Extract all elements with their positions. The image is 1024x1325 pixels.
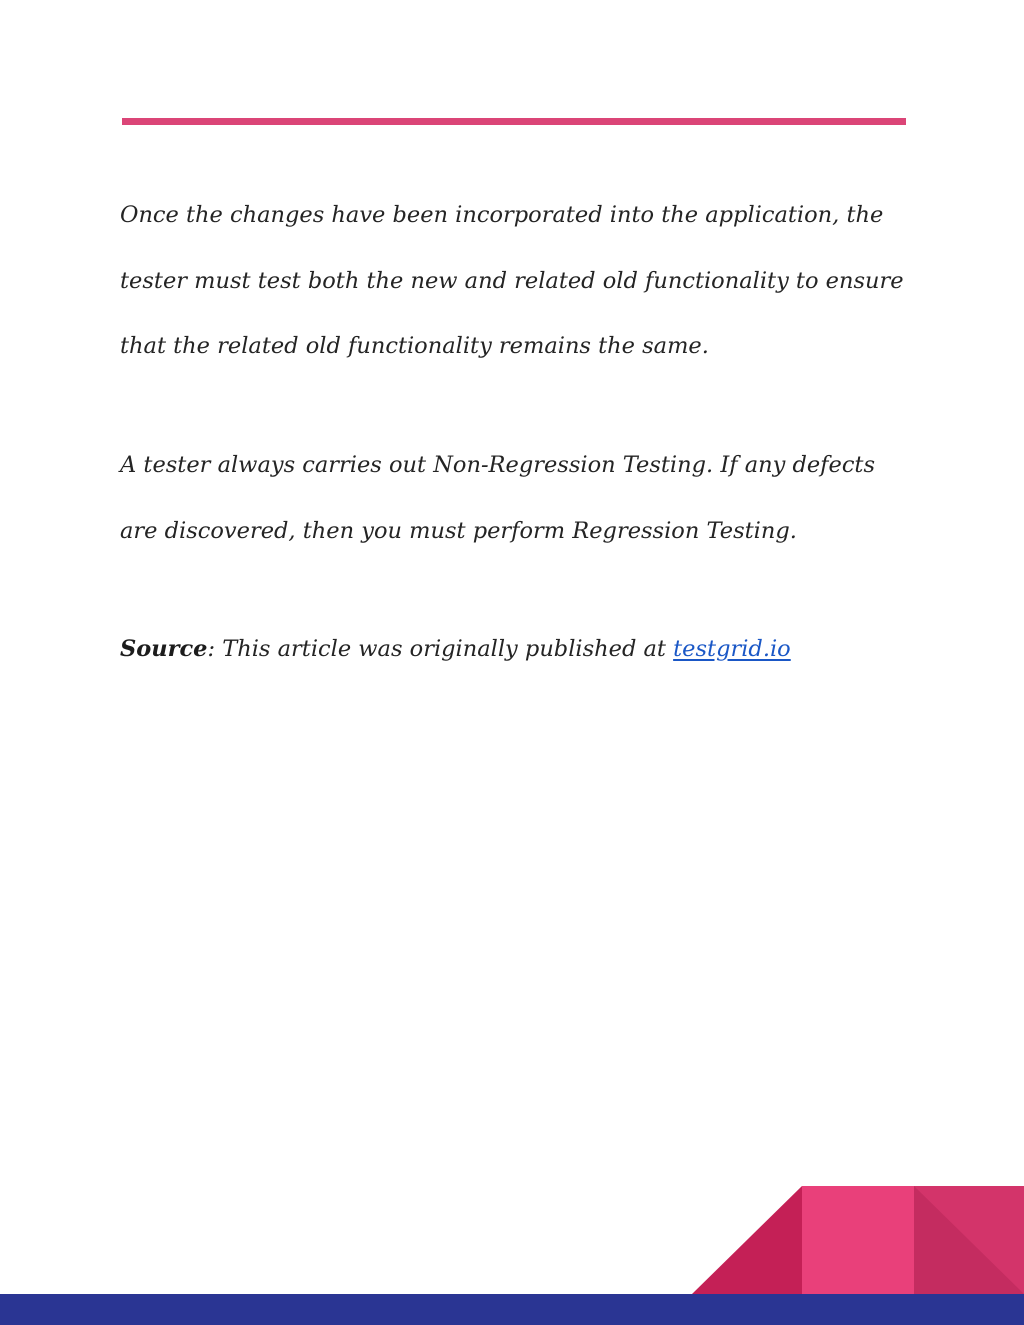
footer-shadow-triangle (914, 1186, 1024, 1294)
footer-mid-pink-block (914, 1186, 1024, 1294)
paragraph-line: A tester always carries out Non-Regression Testing. If any defects (120, 452, 876, 478)
footer-dark-pink-triangle (692, 1186, 802, 1294)
source-text: : This article was originally published at (207, 636, 674, 662)
paragraph-line: are discovered, then you must perform Regression Testing. (120, 517, 797, 544)
footer-bar (0, 1294, 1024, 1325)
paragraph-non-regression (120, 433, 910, 564)
top-accent-rule (122, 118, 906, 125)
footer-pink-block (802, 1186, 914, 1294)
paragraph-regression-intro (120, 183, 910, 380)
paragraph-line: tester must test both the new and related old functionality to ensure (120, 267, 904, 294)
source-attribution (120, 617, 910, 683)
paragraph-line: that the related old functionality remains the same. (120, 333, 709, 359)
paragraph-line: Once the changes have been incorporated into the application, the (120, 202, 884, 228)
source-label: Source (120, 636, 208, 662)
source-link[interactable]: testgrid.io (673, 636, 791, 662)
